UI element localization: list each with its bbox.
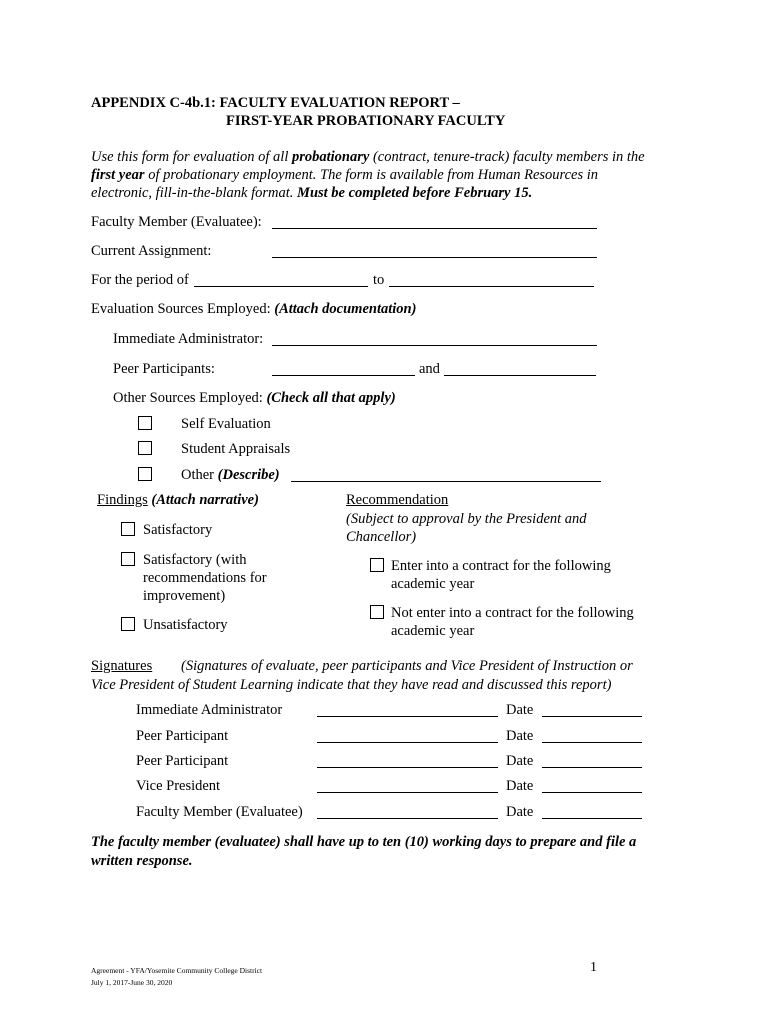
peer-participants-label: Peer Participants: <box>113 361 215 377</box>
and-label: and <box>419 361 440 377</box>
title-line-1: APPENDIX C-4b.1: FACULTY EVALUATION REPORT – <box>91 95 460 111</box>
intro-text: electronic, fill-in-the-blank format. <box>91 185 298 201</box>
intro-text: Use this form for evaluation of all <box>91 149 292 165</box>
period-to-label: to <box>373 272 385 288</box>
date-label: Date <box>506 753 534 769</box>
sat-rec-line-3: improvement) <box>143 588 226 604</box>
sig-field-immediate-admin[interactable] <box>317 716 498 717</box>
recommendation-title: Recommendation <box>346 492 449 508</box>
sig-label-peer-1: Peer Participant <box>136 728 229 744</box>
self-evaluation-checkbox[interactable] <box>138 416 152 430</box>
closing-line-2: written response. <box>91 853 193 869</box>
footer-dates: July 1, 2017-June 30, 2020 <box>91 978 173 987</box>
recommendation-note-1: (Subject to approval by the President and <box>346 511 587 527</box>
other-label <box>181 467 280 484</box>
unsatisfactory-checkbox[interactable] <box>121 617 135 631</box>
satisfactory-label: Satisfactory <box>143 522 213 538</box>
immediate-admin-field[interactable] <box>272 345 597 346</box>
intro-text: of probationary employment. The form is available from Human Resources in <box>144 167 599 183</box>
enter-contract-line-2: academic year <box>391 576 475 592</box>
other-sources-note: (Check all that apply) <box>266 390 396 406</box>
date-field-faculty-member[interactable] <box>542 818 642 819</box>
peer-participant-2-field[interactable] <box>444 375 596 376</box>
sig-label-vice-president: Vice President <box>136 778 221 794</box>
period-end-field[interactable] <box>389 286 594 287</box>
date-field-peer-2[interactable] <box>542 767 642 768</box>
eval-sources-label: Evaluation Sources Employed: <box>91 301 275 317</box>
findings-note: (Attach narrative) <box>147 492 259 508</box>
sat-rec-line-2: recommendations for <box>143 570 267 586</box>
not-enter-contract-line-1: Not enter into a contract for the following <box>391 605 634 621</box>
sig-field-peer-2[interactable] <box>317 767 498 768</box>
period-start-field[interactable] <box>194 286 368 287</box>
intro-text: (contract, tenure-track) faculty members in the <box>369 149 645 165</box>
faculty-member-label: Faculty Member (Evaluatee): <box>91 214 262 230</box>
page-number: 1 <box>590 960 597 975</box>
date-label: Date <box>506 778 534 794</box>
intro-line-2 <box>91 167 598 184</box>
sat-rec-line-1: Satisfactory (with <box>143 552 247 568</box>
enter-contract-checkbox[interactable] <box>370 558 384 572</box>
other-describe-field[interactable] <box>291 481 601 482</box>
enter-contract-line-1: Enter into a contract for the following <box>391 558 611 574</box>
immediate-admin-label: Immediate Administrator: <box>113 331 264 347</box>
footer-agreement: Agreement - YFA/Yosemite Community College District <box>91 966 263 975</box>
other-describe: (Describe) <box>217 467 280 483</box>
other-checkbox[interactable] <box>138 467 152 481</box>
self-evaluation-label: Self Evaluation <box>181 416 271 432</box>
other-text: Other <box>181 467 218 483</box>
date-label: Date <box>506 728 534 744</box>
current-assignment-label: Current Assignment: <box>91 243 212 259</box>
recommendation-note-2: Chancellor) <box>346 529 417 545</box>
intro-emphasis: probationary <box>291 149 370 165</box>
current-assignment-field[interactable] <box>272 257 597 258</box>
signatures-note-1: (Signatures of evaluate, peer participants and Vice President of Instruction or <box>181 658 633 674</box>
satisfactory-checkbox[interactable] <box>121 522 135 536</box>
satisfactory-with-recommendations-checkbox[interactable] <box>121 552 135 566</box>
sig-field-peer-1[interactable] <box>317 742 498 743</box>
eval-sources-heading <box>91 301 416 318</box>
other-sources-label: Other Sources Employed: <box>113 390 267 406</box>
signatures-note-2: Vice President of Student Learning indicate that they have read and discussed this report) <box>91 677 612 693</box>
signatures-title: Signatures <box>91 658 153 674</box>
deadline-note: Must be completed before February 15. <box>297 185 533 201</box>
title-line-2: FIRST-YEAR PROBATIONARY FACULTY <box>226 113 506 129</box>
peer-participant-1-field[interactable] <box>272 375 415 376</box>
closing-line-1: The faculty member (evaluatee) shall have up to ten (10) working days to prepare and file a <box>91 834 637 850</box>
not-enter-contract-checkbox[interactable] <box>370 605 384 619</box>
date-field-immediate-admin[interactable] <box>542 716 642 717</box>
unsatisfactory-label: Unsatisfactory <box>143 617 228 633</box>
date-field-vice-president[interactable] <box>542 792 642 793</box>
intro-line-3 <box>91 185 532 202</box>
other-sources-heading <box>113 390 396 407</box>
not-enter-contract-line-2: academic year <box>391 623 475 639</box>
eval-sources-note: (Attach documentation) <box>274 301 417 317</box>
student-appraisals-label: Student Appraisals <box>181 441 291 457</box>
sig-field-faculty-member[interactable] <box>317 818 498 819</box>
sig-label-faculty-member: Faculty Member (Evaluatee) <box>136 804 303 820</box>
date-label: Date <box>506 702 534 718</box>
findings-heading <box>97 492 259 509</box>
intro-line-1 <box>91 149 645 166</box>
date-label: Date <box>506 804 534 820</box>
sig-label-peer-2: Peer Participant <box>136 753 229 769</box>
sig-field-vice-president[interactable] <box>317 792 498 793</box>
intro-emphasis: first year <box>91 167 145 183</box>
sig-label-immediate-admin: Immediate Administrator <box>136 702 283 718</box>
faculty-member-field[interactable] <box>272 228 597 229</box>
date-field-peer-1[interactable] <box>542 742 642 743</box>
period-label: For the period of <box>91 272 189 288</box>
findings-title: Findings <box>97 492 148 508</box>
student-appraisals-checkbox[interactable] <box>138 441 152 455</box>
